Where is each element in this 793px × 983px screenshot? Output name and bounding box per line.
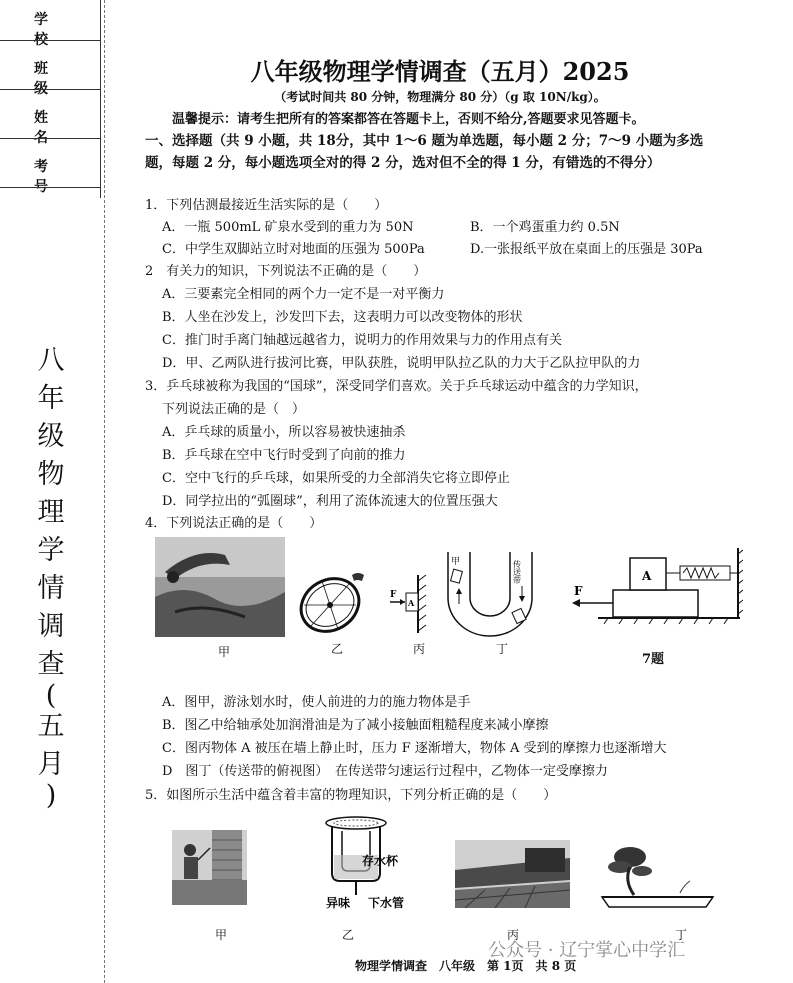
q5-stem: 5．如图所示生活中蕴含着丰富的物理知识，下列分析正确的是（ ） [145,788,557,803]
q3-option-d: D．同学拉出的“弧圈球”，利用了流体流速大的位置压强大 [162,494,498,509]
q2-option-a: A．三要素完全相同的两个力一定不是一对平衡力 [162,287,445,302]
q3-option-c: C．空中飞行的乒乓球，如果所受的力全部消失它将立即停止 [162,471,510,486]
q4-option-b: B．图乙中给轴承处加润滑油是为了减小接触面粗糙程度来减小摩擦 [162,718,549,733]
name-label: 姓 名 [34,110,70,146]
student-info-box [0,0,101,198]
vt-char: 八 [37,345,65,376]
fig-text-cup: 存水杯 [362,854,399,868]
class-label: 班 级 [34,61,70,97]
section-header [145,130,765,174]
bicycle-wheel-figure [292,565,372,635]
class-field [0,49,100,98]
vt-char: 理 [37,497,65,528]
q4-stem: 4．下列说法正确的是（ ） [145,516,323,531]
q1-option-b: B．一个鸡蛋重力约 0.5N [470,220,620,235]
fig4-label-yi: 乙 [331,642,344,656]
vt-char: 物 [37,459,65,490]
vt-char: 查 [37,649,65,680]
school-label: 学 校 [34,12,70,48]
q3-stem-cont: 下列说法正确的是（ ） [162,402,306,417]
fig4-label-bing: 丙 [413,642,426,656]
fig4-label-jia: 甲 [218,645,231,659]
fig-text-pipe: 下水管 [368,896,405,910]
fig-text-A2: A [642,569,652,583]
wall-block-figure [388,575,433,635]
tips: 温馨提示：请考生把所有的答案都答在答题卡上，否则不给分,答题要求见答题卡。 [172,112,645,127]
exam-info: （考试时间共 80 分钟，物理满分 80 分）（g 取 10N/kg）。 [274,90,606,104]
swimming-photo [155,537,285,637]
exam-number-label: 考 号 [34,159,70,195]
exam-number-field [0,147,100,196]
section-line: 一、选择题（共 9 小题，共 18分，其中 1～6 题为单选题，每小题 2 分；7～9 小题为多选 [145,133,704,149]
q3-stem: 3．乒乓球被称为我国的“国球”，深受同学们喜欢。关于乒乓球运动中蕴含的力学知识， [145,379,648,394]
vt-char: 五 [37,711,65,742]
q1-option-c: C．中学生双脚站立时对地面的压强为 500Pa [162,242,425,257]
vt-char: 年 [37,383,65,414]
fig5-label-bing: 丙 [507,928,520,942]
q4-option-c: C．图丙物体 A 被压在墙上静止时，压力 F 逐渐增大，物体 A 受到的摩擦力也逐渐增大 [162,741,667,756]
q3-option-b: B．乒乓球在空中飞行时受到了向前的推力 [162,448,406,463]
q4-option-a: A．图甲，游泳划水时，使人前进的力的施力物体是手 [162,695,471,710]
q3-option-a: A．乒乓球的质量小，所以容易被快速抽杀 [162,425,406,440]
vt-char: 学 [37,535,65,566]
fig-text-F: F [390,590,397,600]
bonsai-figure [600,835,715,910]
q2-option-b: B．人坐在沙发上，沙发凹下去，这表明力可以改变物体的形状 [162,310,523,325]
q4-option-d: D 图丁（传送带的俯视图） 在传送带匀速运行过程中，乙物体一定受摩擦力 [162,764,608,779]
fig-text-A: A [408,598,415,608]
vt-char: 调 [37,611,65,642]
fig5-label-ding: 丁 [675,928,688,942]
vt-char: 月 [37,749,65,780]
vt-char: 情 [37,573,65,604]
vt-char: ( [45,680,57,711]
vt-char: ) [45,780,57,811]
school-field [0,0,100,49]
fig4-label-ding: 丁 [496,642,509,656]
q1-stem: 1．下列估测最接近生活实际的是（ ） [145,198,388,213]
q2-option-d: D．甲、乙两队进行拔河比赛，甲队获胜，说明甲队拉乙队的力大于乙队拉甲队的力 [162,356,641,371]
section-line: 题，每题 2 分，每小题选项全对的得 2 分，选对但不全的得 1 分，有错选的不得分） [145,155,661,171]
q1-option-d: D.一张报纸平放在桌面上的压强是 30Pa [470,242,703,257]
conveyor-belt-figure [440,548,540,640]
q2-option-c: C．推门时手离门轴越远越省力，说明力的作用效果与力的作用点有关 [162,333,562,348]
vertical-title [34,342,68,811]
fig-text-smell: 异味 [326,896,351,910]
q2-stem: 2 有关力的知识，下列说法不正确的是（ ） [145,264,427,279]
fig-text-jia: 甲 [451,557,461,567]
fig-7-label: 7题 [642,652,665,667]
fig-text-belt: 传送带 [512,560,522,584]
fig5-label-jia: 甲 [215,928,228,942]
fig5-label-yi: 乙 [342,928,355,942]
train-photo [455,840,570,908]
fig-text-F2: F [574,584,583,598]
water-trap-figure [318,815,438,910]
vt-char: 级 [37,421,65,452]
page-title: 八年级物理学情调查（五月）2025 [250,57,630,86]
spring-scale-figure [568,548,743,630]
page-footer: 物理学情调查 八年级 第 1页 共 8 页 [355,959,577,973]
watermark: 公众号 · 辽宁掌心中学汇 [488,940,686,961]
binding-line [104,0,105,983]
name-field [0,98,100,147]
q1-option-a: A．一瓶 500mL 矿泉水受到的重力为 50N [162,220,414,235]
wall-builder-photo [172,830,247,905]
